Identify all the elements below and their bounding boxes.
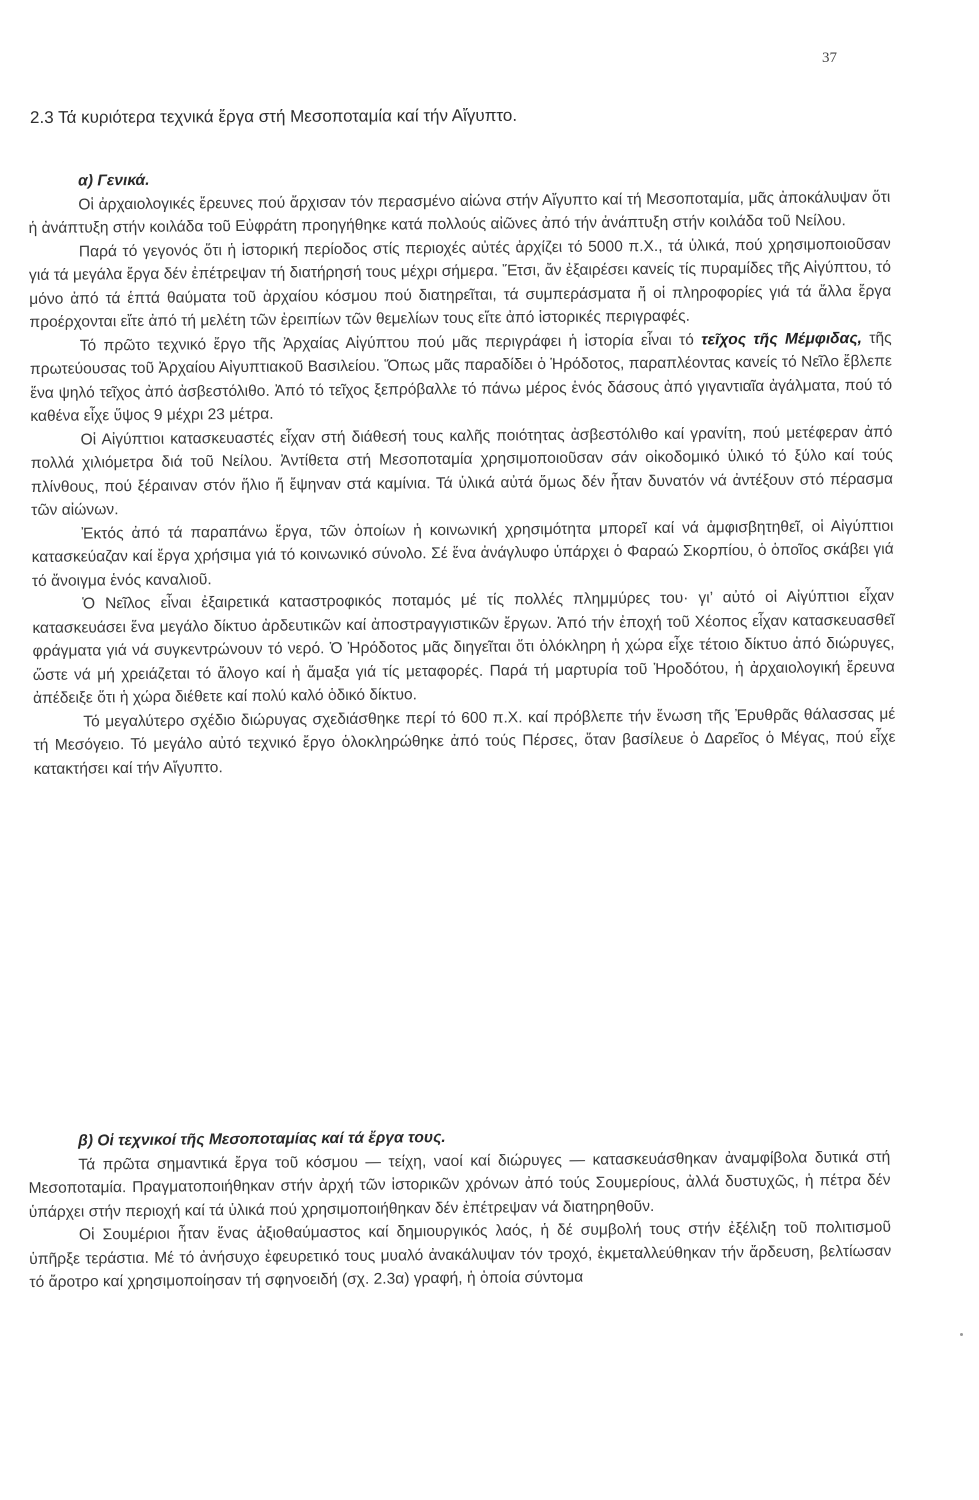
paragraph-text: Τό πρῶτο τεχνικό ἔργο τῆς Ἀρχαίας Αἰγύπτου πού μᾶς περιγράφει ἡ ἱστορία εἶναι τό [79, 331, 702, 355]
paragraph-memphis-wall [30, 326, 893, 428]
section-b-heading: β) Οἱ τεχνικοί τῆς Μεσοποταμίας καί τά ἔργα τους. [78, 1128, 446, 1150]
paragraph: Παρά τό γεγονός ὅτι ἡ ἱστορική περίοδος στίς περιοχές αὐτές ἀρχίζει τό 5000 π.Χ., τά ὑλικά, πού χρησιμοποιοῦσαν γιά τά μεγάλα ἔργα δέν ἐπέτρεψαν τή διατήρησή τους μέχρι σήμερα. Ἔτσι, ἄν ἐξαιρέσει κανείς τίς πυραμίδες τῆς Αἰγύπτου, τό μόνο ἀπό τά ἑπτά θαύματα τοῦ ἀρχαίου κόσμου πού διατηρεῖται, τά συμπεράσματα ἤ οἱ πληροφορίες γιά τά ἄλλα ἔργα προέρχονται εἴτε ἀπό τή μελέτη τῶν ἐρειπίων τῶν θεμελίων τους εἴτε ἀπό ἱστορικές περιγραφές. [28, 235, 892, 331]
page-number: 37 [822, 50, 837, 66]
paragraph: Ἐκτός ἀπό τά παραπάνω ἔργα, τῶν ὁποίων ἡ κοινωνική χρησιμότητα μπορεῖ καί νά ἀμφισβητηθεῖ, οἱ Αἰγύπτιοι κατασκεύαζαν καί ἔργα χρήσιμα γιά τό κοινωνικό σύνολο. Σέ ἕνα ἀνάγλυφο ὑπάρχει ὁ Φαραώ Σκορπίου, ὁ ὁποῖος σκάβει γιά τό ἄνοιγμα ἑνός καναλιοῦ. [31, 517, 894, 590]
paragraph-text: τῆς πρωτεύουσας τοῦ Ἀρχαίου Αἰγυπτιακοῦ Βασιλείου. Ὅπως μᾶς παραδίδει ὁ Ἡρόδοτος, παραπλέοντας κανείς τό Νεῖλο ἔβλεπε ἕνα ψηλό τεῖχος ἀπό ἀσβεστόλιθο. Ἀπό τό τεῖχος ξεπρόβαλλε τό πάνω μέρος ἑνός δάσους ἀπό γιγαντιαῖα ἀγάλματα, πού τό καθένα εἶχε ὕψος 9 μέχρι 23 μέτρα. [29, 329, 893, 425]
paragraph: Τό μεγαλύτερο σχέδιο διώρυγας σχεδιάσθηκε περί τό 600 π.Χ. καί πρόβλεπε τήν ἕνωση τῆς Ἐρυθρᾶς θάλασσας μέ τή Μεσόγειο. Τό μεγάλο αὐτό τεχνικό ἔργο ὁλοκληρώθηκε ἀπό τούς Πέρσες, ὅταν βασίλευε ὁ Δαρεῖος ὁ Μέγας, πού εἶχε κατακτήσει καί τήν Αἴγυπτο. [33, 705, 896, 778]
section-a-heading: α) Γενικά. [78, 171, 150, 190]
emphasized-term: τεῖχος τῆς Μέμφιδας, [701, 329, 863, 349]
section-title: 2.3 Τά κυριότερα τεχνικά ἔργα στή Μεσοποταμία καί τήν Αἴγυπτο. [29, 105, 518, 127]
scan-speck [960, 1333, 963, 1336]
paragraph: Οἱ Σουμέριοι ἦταν ἕνας ἀξιοθαύμαστος καί δημιουργικός λαός, ἡ δέ συμβολή τους στήν ἐξέλιξη τοῦ πολιτισμοῦ ὑπῆρξε τεράστια. Μέ τό ἀνήσυχο ἐφευρετικό τους μυαλό ἀνακάλυψαν τόν τροχό, ἐκμεταλλεύθηκαν τήν ἄρδευση, βελτίωσαν τό ἄροτρο καί χρησιμοποίησαν τή σφηνοειδή (σχ. 2.3α) γραφή, ἡ ὁποία σύντομα [29, 1218, 892, 1291]
section-a [28, 162, 896, 781]
paragraph: Ὁ Νεῖλος εἶναι ἐξαιρετικά καταστροφικός ποταμός μέ τίς πολλές πλημμύρες του· γι’ αὐτό οἱ Αἰγύπτιοι εἶχαν κατασκευάσει ἕνα μεγάλο δίκτυο ἀρδευτικῶν καί ἀποστραγγιστικῶν ἔργων. Ἀπό τήν ἐποχή τοῦ Χέοπος εἶχαν κατασκευασθεῖ φράγματα γιά νά συγκεντρώνουν τό νερό. Ὁ Ἡρόδοτος μᾶς διηγεῖται ὅτι ὁλόκληρη ἡ χώρα εἶχε τέτοιο δίκτυο ἀπό διώρυγες, ὥστε νά μή χρειάζεται τό ἄλογο καί ἡ ἅμαξα γιά τίς μεταφορές. Παρά τή μαρτυρία τοῦ Ἡροδότου, ἡ ἀρχαιολογική ἔρευνα ἀπέδειξε ὅτι ἡ χώρα διέθετε καί πολύ καλό ὁδικό δίκτυο. [32, 587, 895, 707]
section-b [28, 1122, 892, 1295]
paragraph: Τά πρῶτα σημαντικά ἔργα τοῦ κόσμου — τείχη, ναοί καί διώρυγες — κατασκευάσθηκαν ἀναμφίβολα δυτικά στή Μεσοποταμία. Πραγματοποιήθηκαν στήν ἀρχή τῶν ἱστορικῶν χρόνων ἀπό τούς Σουμερίους, ἀλλά δυστυχῶς, ἡ πέτρα δέν ὑπάρχει στήν περιοχή καί τά ὑλικά πού χρησιμοποιήθηκαν δέν ἐπέτρεψαν νά διατηρηθοῦν. [28, 1148, 891, 1221]
paragraph: Οἱ Αἰγύπτιοι κατασκευαστές εἶχαν στή διάθεσή τους καλῆς ποιότητας ἀσβεστόλιθο καί γρανίτη, πού μετέφεραν ἀπό πολλά χιλιόμετρα διά τοῦ Νείλου. Ἀντίθετα στή Μεσοποταμία χρησιμοποιοῦσαν σάν οἰκοδομικό ὑλικό τό ξύλο καί τούς πλίνθους, πού ξέραιναν στόν ἥλιο ἤ ἔψηναν στά καμίνια. Τά ὑλικά αὐτά ὅμως δέν ἦταν δυνατόν νά ἀντέξουν στό πέρασμα τῶν αἰώνων. [30, 423, 894, 519]
paragraph: Οἱ ἀρχαιολογικές ἔρευνες πού ἄρχισαν τόν περασμένο αἰώνα στήν Αἴγυπτο καί τή Μεσοποταμία, μᾶς ἀποκάλυψαν ὅτι ἡ ἀνάπτυξη στήν κοιλάδα τοῦ Εὐφράτη προηγήθηκε κατά πολλούς αἰῶνες ἀπό τήν ἀνάπτυξη στήν κοιλάδα τοῦ Νείλου. [28, 188, 891, 237]
